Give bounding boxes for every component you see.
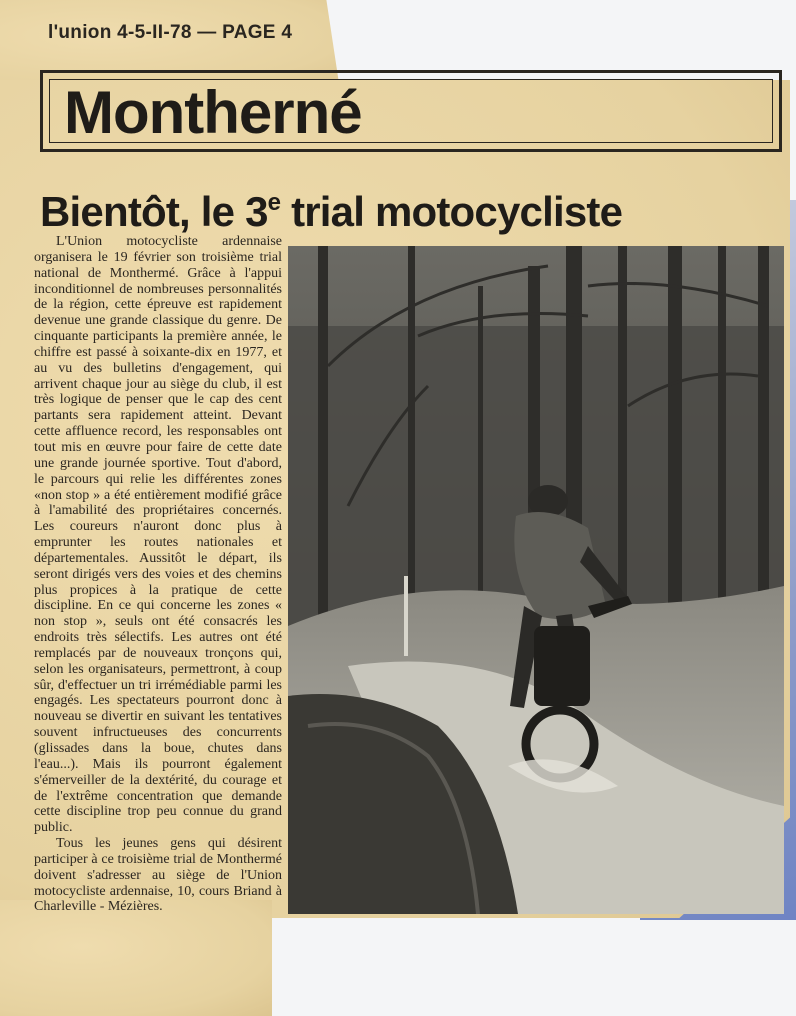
article-body [34,234,282,915]
headline-end: trial motocycliste [280,188,623,235]
headline-superscript: e [267,189,281,216]
motorcycle-trial-photo [288,246,784,914]
section-title: Montherné [64,79,362,146]
article-paragraph-2: Tous les jeunes gens qui désirent participer à ce troisième trial de Monthermé doivent s'adresser au siège de l'Union motocycliste ardennaise, 10, cours Briand à Charleville - Mézières. [34,836,282,915]
article-headline [40,178,622,237]
clipping-bottom-strip [0,900,272,1016]
newspaper-header: l'union 4-5-II-78 — PAGE 4 [48,22,293,43]
headline-start: Bientôt, le 3 [40,188,268,235]
article-paragraph-1: L'Union motocycliste ardennaise organisera le 19 février son troisième trial national de Monthermé. Grâce à l'appui inconditionnel de nombreuses personnalités de la région, cette épreuve est rapidement devenue une grande classique du genre. De cinquante participants la première année, le chiffre est passé à soixante-dix en 1977, et au vu des bulletins d'engagement, qui arrivent chaque jour au siège du club, il est très logique de penser que le cap des cent partants sera rapidement atteint. Devant cette affluence record, les responsables ont tout mis en œuvre pour faire de cette date une grande journée sportive. Tout d'abord, le parcours qui relie les différentes zones «non stop » a été entièrement modifié grâce à l'amabilité des propriétaires concernés. Les coureurs n'auront donc plus à emprunter les routes nationales et départementales. Aussitôt le départ, ils seront dirigés vers des voies et des chemins plus propices à la pratique de cette discipline. En ce qui concerne les zones « non stop », seuls ont été consacrés les endroits très sélectifs. Les autres ont été remplacés par de nouveaux tronçons qui, selon les organisateurs, permettront, à coup sûr, d'effectuer un tri irrémédiable parmi les engagés. Les spectateurs pourront donc à nouveau se divertir en suivant les tentatives souvent infructueuses des concurrents (glissades dans la boue, chutes dans l'eau...). Mais ils pourront également s'émerveiller de la dextérité, du courage et de l'extrême concentration que demande cette discipline trop peu connue du grand public. [34,234,282,836]
forest-scene-icon [288,246,784,914]
